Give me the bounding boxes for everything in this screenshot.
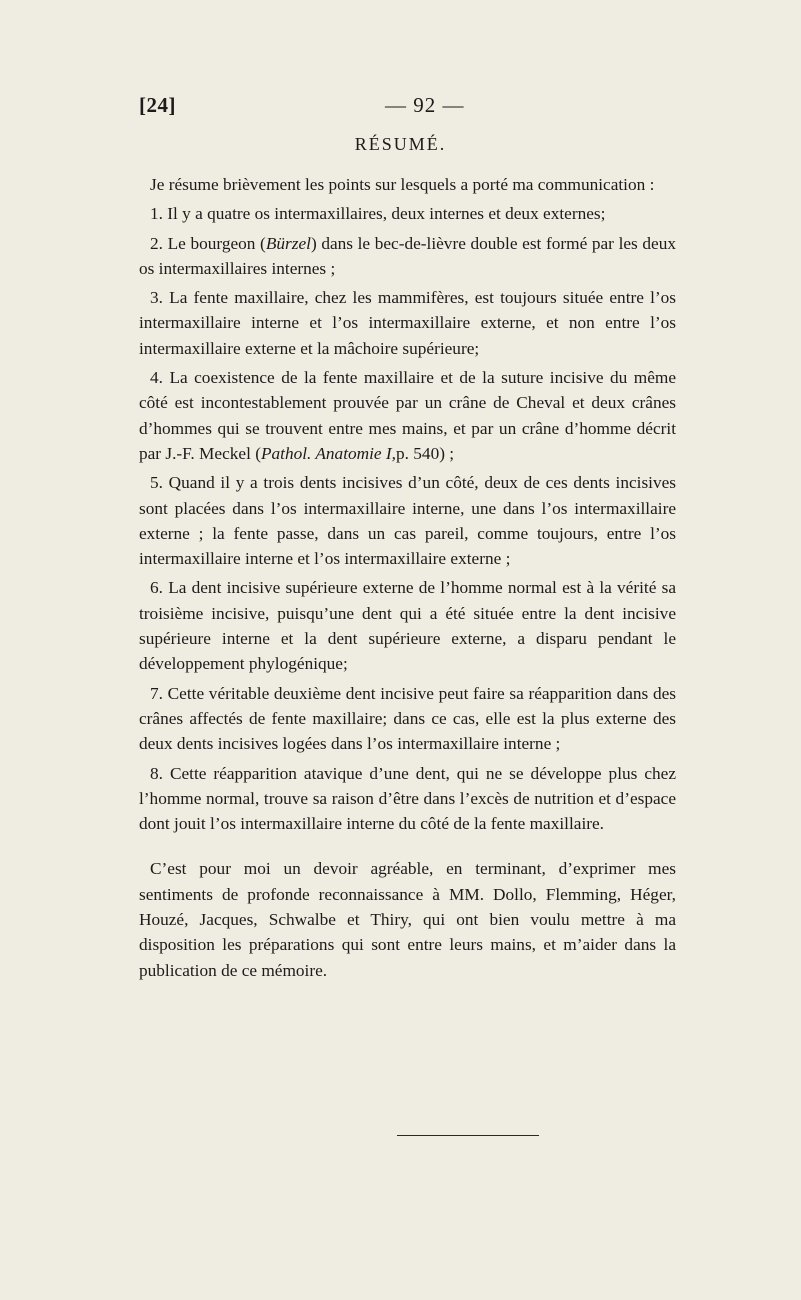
summary-item-8 xyxy=(139,761,676,837)
page-header xyxy=(0,93,801,123)
item-number: 3. xyxy=(150,288,163,308)
item-text: La coexistence de la fente maxillaire et de la suture incisive du même côté est incontestablement prouvée par un crâne de Cheval et deux crânes d’hommes qui se trouvent entre mes mains, et par un crâne d’homme décrit par J.-F. Meckel ( xyxy=(139,368,676,463)
item-text: p. 540) ; xyxy=(396,443,455,463)
item-text: La fente maxillaire, chez les mammifères, est toujours située entre l’os intermaxillaire interne et l’os intermaxillaire externe, et non entre l’os intermaxillaire externe et la mâchoire supérieure; xyxy=(139,288,676,358)
item-text: Quand il y a trois dents incisives d’un côté, deux de ces dents incisives sont placées dans l’os intermaxillaire interne, une dans l’os intermaxillaire externe ; la fente passe, dans un cas pareil, comme toujours, entre l’os intermaxillaire interne et l’os intermaxillaire externe ; xyxy=(139,473,677,569)
summary-item-1 xyxy=(139,201,676,226)
summary-item-2 xyxy=(139,231,676,282)
summary-item-4 xyxy=(139,365,676,466)
item-text: Cette réapparition atavique d’une dent, qui ne se développe plus chez l’homme normal, trouve sa raison d’être dans l’excès de nutrition et d’espace dont jouit l’os intermaxillaire interne du côté de la fente maxillaire. xyxy=(139,763,676,834)
summary-item-5 xyxy=(139,470,676,571)
item-text: La dent incisive supérieure externe de l’homme normal est à la vérité sa troisième incisive, puisqu’une dent qui a été située entre la dent incisive supérieure interne et la dent supérieure externe, a disparu pendant le développement phylogénique; xyxy=(139,578,676,674)
item-number: 7. xyxy=(150,683,163,703)
item-number: 6. xyxy=(150,578,163,598)
item-number: 5. xyxy=(150,473,163,493)
closing-paragraph: C’est pour moi un devoir agréable, en terminant, d’exprimer mes sentiments de profonde reconnaissance à MM. Dollo, Flemming, Héger, Houzé, Jacques, Schwalbe et Thiry, qui ont bien voulu mettre à ma disposition les préparations qui sont entre leurs mains, et m’aider dans la publication de ce mémoire. xyxy=(139,859,676,980)
body-text xyxy=(139,172,676,983)
item-text: Cette véritable deuxième dent incisive peut faire sa réapparition dans des crânes affectés de fente maxillaire; dans ce cas, elle est la plus externe des deux dents incisives logées dans l’os intermaxillaire interne ; xyxy=(139,683,676,754)
page-number: — 92 — xyxy=(385,93,465,117)
item-italic-term: Bürzel xyxy=(265,233,311,253)
intro-paragraph: Je résume brièvement les points sur lesquels a porté ma communication : xyxy=(150,175,655,194)
summary-item-3 xyxy=(139,285,676,361)
summary-item-7 xyxy=(139,681,676,757)
item-italic-citation: Pathol. Anatomie I, xyxy=(260,443,396,463)
item-text: ) dans le bec-de-lièvre double est formé par les deux os intermaxillaires internes ; xyxy=(139,233,676,278)
item-text: Le bourgeon ( xyxy=(167,233,266,253)
end-rule xyxy=(397,1135,539,1136)
item-number: 2. xyxy=(150,233,163,253)
section-title: RÉSUMÉ. xyxy=(354,134,447,154)
item-number: 1. xyxy=(150,204,163,224)
page-reference: [24] xyxy=(139,93,176,117)
summary-item-6 xyxy=(139,575,676,676)
item-number: 4. xyxy=(150,368,163,388)
item-text: Il y a quatre os intermaxillaires, deux internes et deux externes; xyxy=(167,204,606,224)
item-number: 8. xyxy=(150,763,163,783)
